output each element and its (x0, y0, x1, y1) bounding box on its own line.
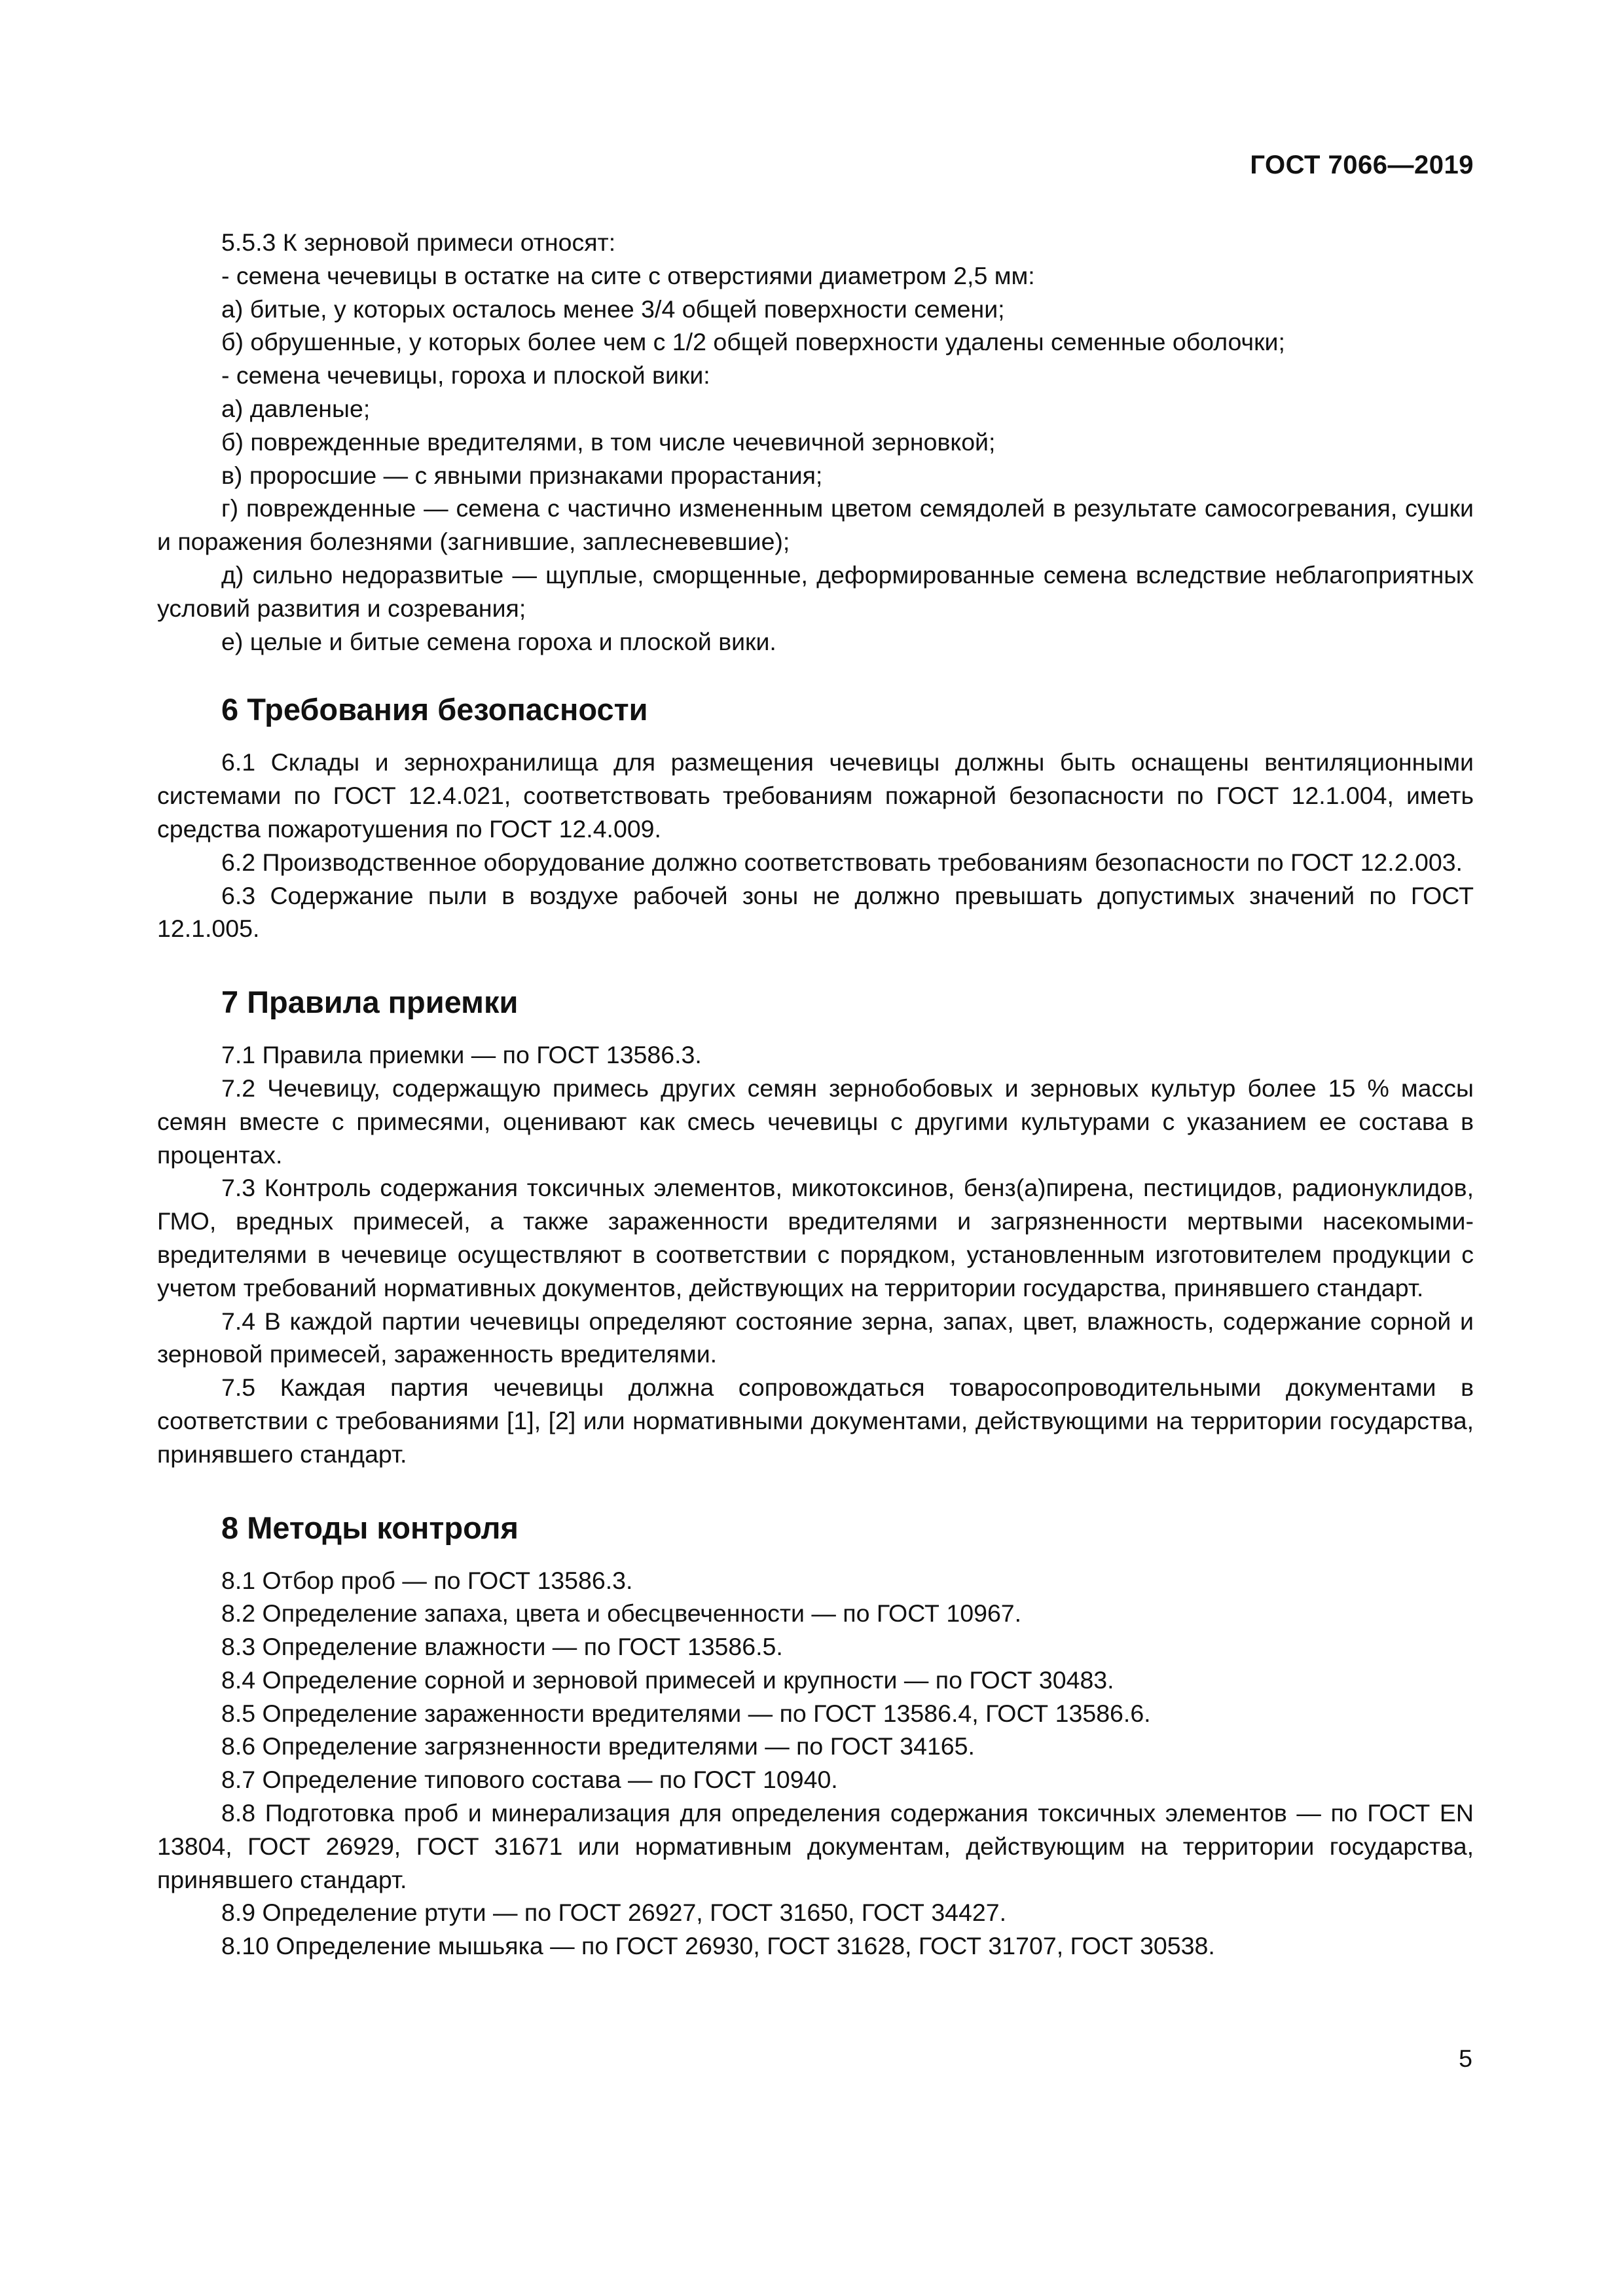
paragraph: 8.8 Подготовка проб и минерализация для определения содержания токсичных элементов — по ГОСТ EN 13804, ГОСТ 26929, ГОСТ 31671 или нормативным документам, действующим на территории государства, принявшего стандарт. (157, 1799, 1474, 1893)
paragraph: 8.10 Определение мышьяка — по ГОСТ 26930, ГОСТ 31628, ГОСТ 31707, ГОСТ 30538. (221, 1932, 1215, 1960)
section-heading-6: 6 Требования безопасности (221, 692, 648, 727)
list-item: д) сильно недоразвитые — щуплые, сморщенные, деформированные семена вследствие неблагоприятных условий развития и созревания; (157, 560, 1474, 622)
paragraph: 8.5 Определение зараженности вредителями — по ГОСТ 13586.4, ГОСТ 13586.6. (221, 1699, 1151, 1727)
section-heading-7: 7 Правила приемки (221, 985, 519, 1020)
paragraph: 7.3 Контроль содержания токсичных элементов, микотоксинов, бенз(а)пирена, пестицидов, радионуклидов, ГМО, вредных примесей, а также зараженности вредителями и загрязненности мертвыми насекомыми-вредителями в чечевице осуществляют в соответствии с порядком, установленным изготовителем продукции с учетом требований нормативных документов, действующих на территории государства, принявшего стандарт. (157, 1174, 1474, 1302)
paragraph: 7.2 Чечевицу, содержащую примесь других семян зернобобовых и зерновых культур более 15 % массы семян вместе с примесями, оценивают как смесь чечевицы с другими культурами с указанием ее состава в процентах. (157, 1074, 1474, 1169)
document-code-header: ГОСТ 7066—2019 (1250, 151, 1474, 179)
paragraph: 8.6 Определение загрязненности вредителями — по ГОСТ 34165. (221, 1732, 975, 1760)
list-item: е) целые и битые семена гороха и плоской вики. (221, 627, 776, 655)
paragraph: 6.1 Склады и зернохранилища для размещения чечевицы должны быть оснащены вентиляционными системами по ГОСТ 12.4.021, соответствовать требованиям пожарной безопасности по ГОСТ 12.1.004, иметь средства пожаротушения по ГОСТ 12.4.009. (157, 748, 1474, 843)
paragraph: 7.4 В каждой партии чечевицы определяют состояние зерна, запах, цвет, влажность, содержание сорной и зерновой примесей, зараженность вредителями. (157, 1307, 1474, 1368)
list-item: - семена чечевицы, гороха и плоской вики: (221, 361, 710, 390)
section-heading-8: 8 Методы контроля (221, 1510, 519, 1545)
paragraph: 8.9 Определение ртути — по ГОСТ 26927, ГОСТ 31650, ГОСТ 34427. (221, 1899, 1007, 1927)
paragraph: 8.4 Определение сорной и зерновой примесей и крупности — по ГОСТ 30483. (221, 1666, 1114, 1694)
paragraph: 8.1 Отбор проб — по ГОСТ 13586.3. (221, 1566, 633, 1594)
list-item: - семена чечевицы в остатке на сите с отверстиями диаметром 2,5 мм: (221, 261, 1035, 289)
document-body (157, 226, 1474, 1963)
list-item: а) битые, у которых осталось менее 3/4 общей поверхности семени; (221, 295, 1005, 323)
list-item: а) давленые; (221, 394, 371, 422)
page-number: 5 (1459, 2045, 1472, 2072)
section-8 (157, 1564, 1474, 1963)
section-7 (157, 1038, 1474, 1470)
paragraph: 7.5 Каждая партия чечевицы должна сопровождаться товаросопроводительными документами в соответствии с требованиями [1], [2] или нормативными документами, действующими на территории государства, принявшего стандарт. (157, 1374, 1474, 1468)
paragraph: 8.3 Определение влажности — по ГОСТ 13586.5. (221, 1633, 783, 1661)
list-item: г) поврежденные — семена с частично измененным цветом семядолей в результате самосогревания, сушки и поражения болезнями (загнившие, заплесневевшие); (157, 494, 1474, 556)
list-item: б) поврежденные вредителями, в том числе чечевичной зерновкой; (221, 428, 996, 456)
section-6 (157, 746, 1474, 945)
section-5-5-3 (157, 226, 1474, 658)
list-item: в) проросшие — с явными признаками прорастания; (221, 461, 823, 489)
paragraph: 8.2 Определение запаха, цвета и обесцвеченности — по ГОСТ 10967. (221, 1599, 1022, 1628)
paragraph: 7.1 Правила приемки — по ГОСТ 13586.3. (221, 1041, 702, 1069)
paragraph: 6.2 Производственное оборудование должно соответствовать требованиям безопасности по ГОСТ 12.2.003. (221, 848, 1463, 876)
paragraph: 8.7 Определение типового состава — по ГОСТ 10940. (221, 1766, 838, 1794)
list-item: б) обрушенные, у которых более чем с 1/2 общей поверхности удалены семенные оболочки; (221, 328, 1285, 356)
paragraph: 5.5.3 К зерновой примеси относят: (221, 228, 616, 256)
paragraph: 6.3 Содержание пыли в воздухе рабочей зоны не должно превышать допустимых значений по ГОСТ 12.1.005. (157, 881, 1474, 943)
